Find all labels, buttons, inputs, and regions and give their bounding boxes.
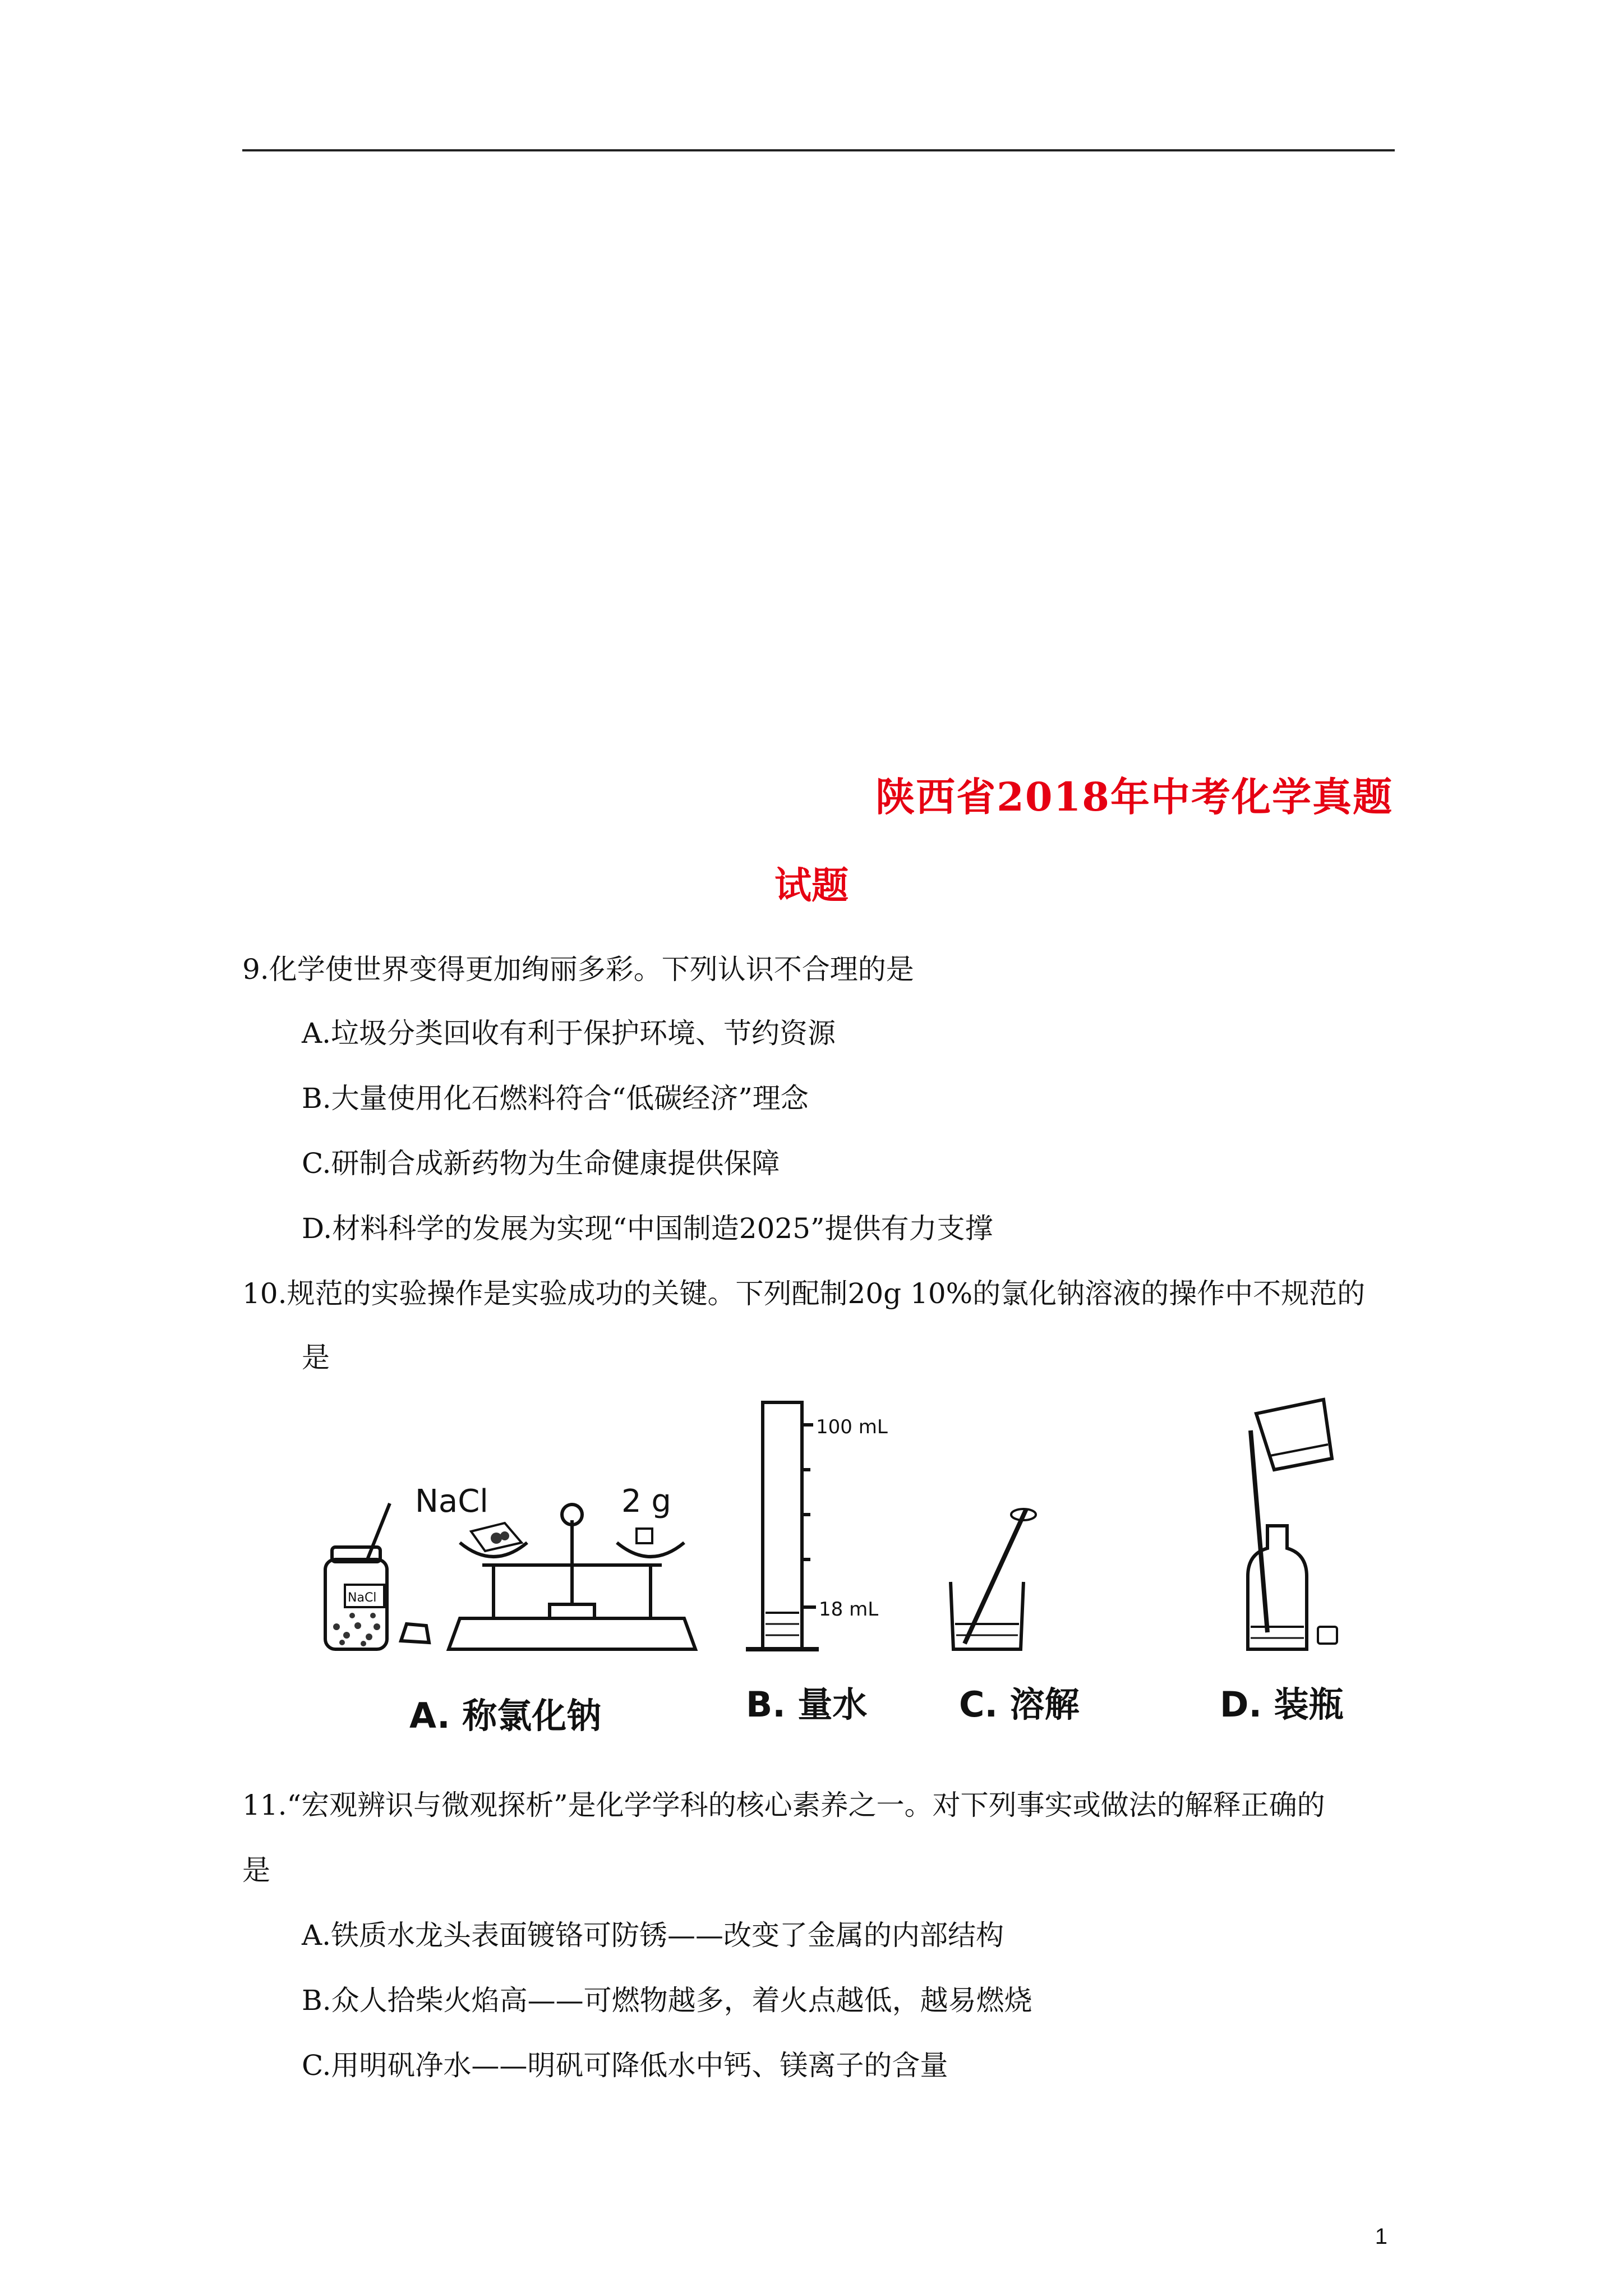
balance-icon xyxy=(449,1504,695,1649)
header-rule xyxy=(242,149,1395,151)
cylinder-18ml-mark: 18 mL xyxy=(819,1598,879,1621)
question-9-option-b: B.大量使用化石燃料符合“低碳经济”理念 xyxy=(302,1082,809,1115)
page-subtitle: 试题 xyxy=(774,863,849,907)
cylinder-top-mark: 100 mL xyxy=(816,1416,888,1438)
stopper-icon xyxy=(401,1624,429,1642)
question-9-option-a: A.垃圾分类回收有利于保护环境、节约资源 xyxy=(302,1017,836,1050)
question-9-option-c: C.研制合成新药物为生命健康提供保障 xyxy=(302,1147,780,1180)
reagent-jar-icon xyxy=(325,1503,390,1649)
pouring-bottle-icon xyxy=(1248,1400,1337,1649)
question-10-stem-cont: 是 xyxy=(302,1341,330,1374)
page-title: 陕西省2018年中考化学真题 xyxy=(875,774,1393,820)
question-9-option-d: D.材料科学的发展为实现“中国制造2025”提供有力支撑 xyxy=(302,1212,993,1245)
figure-label-b: B. 量水 xyxy=(746,1684,868,1725)
weight-label: 2 g xyxy=(621,1483,671,1520)
nacl-label: NaCl xyxy=(415,1483,488,1520)
figure-label-d: D. 装瓶 xyxy=(1220,1684,1344,1725)
question-11-stem-cont: 是 xyxy=(242,1854,270,1887)
question-9-stem: 9.化学使世界变得更加绚丽多彩。下列认识不合理的是 xyxy=(242,953,914,986)
question-11-option-a: A.铁质水龙头表面镀铬可防锈——改变了金属的内部结构 xyxy=(302,1919,1004,1952)
page-number: 1 xyxy=(1375,2224,1387,2249)
question-11-stem: 11.“宏观辨识与微观探析”是化学学科的核心素养之一。对下列事实或做法的解释正确的 xyxy=(242,1789,1325,1821)
question-10-stem: 10.规范的实验操作是实验成功的关键。下列配制20g 10%的氯化钠溶液的操作中不规范的 xyxy=(242,1277,1366,1310)
figure-label-a: A. 称氯化钠 xyxy=(409,1695,602,1736)
figure-label-c: C. 溶解 xyxy=(959,1684,1080,1725)
lab-operations-figure xyxy=(314,1391,1447,1739)
beaker-icon xyxy=(951,1509,1036,1649)
jar-label: NaCl xyxy=(348,1591,377,1605)
graduated-cylinder-icon xyxy=(746,1402,819,1649)
question-11-option-b: B.众人拾柴火焰高——可燃物越多，着火点越低，越易燃烧 xyxy=(302,1984,1032,2017)
question-11-option-c: C.用明矾净水——明矾可降低水中钙、镁离子的含量 xyxy=(302,2049,948,2082)
